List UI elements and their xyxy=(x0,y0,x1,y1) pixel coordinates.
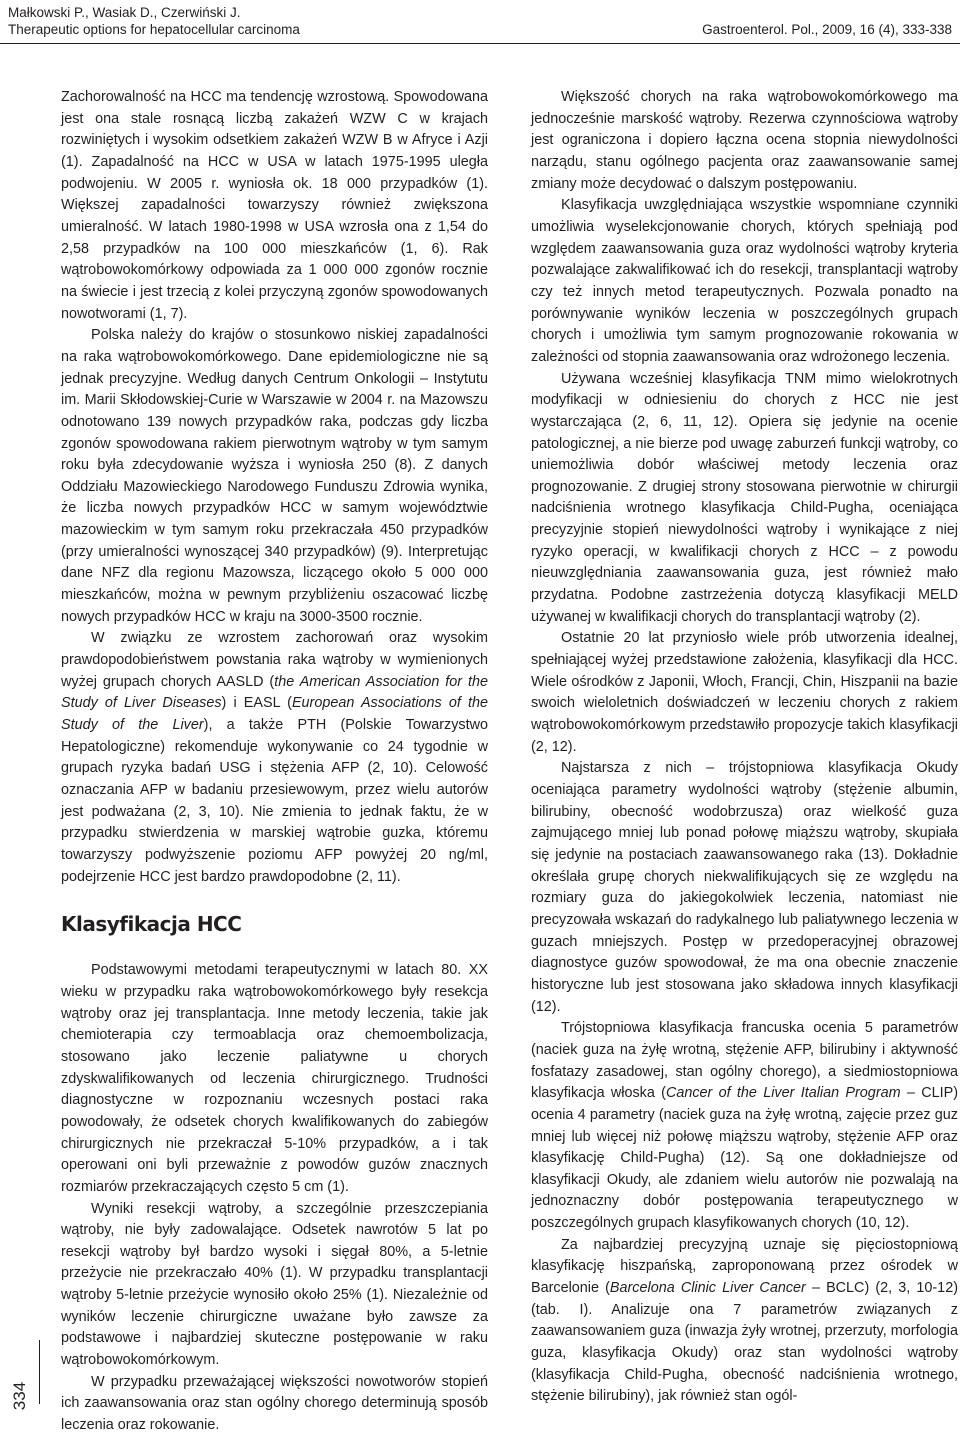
header-journal: Gastroenterol. Pol., 2009, 16 (4), 333-338 xyxy=(702,22,952,37)
paragraph: Większość chorych na raka wątrobowokomórkowego ma jednocześnie marskość wątroby. Rezerwa czynnościowa wątroby jest ograniczona i dopiero łączna ocena stopnia niewydolności narządu, stanu ogólnego pacjenta oraz zaawansowanie samej zmiany może decydować o dalszym postępowaniu. xyxy=(531,89,958,192)
paragraph xyxy=(531,1018,958,1235)
right-column xyxy=(531,87,958,1408)
paragraph: Najstarsza z nich – trójstopniowa klasyfikacja Okudy oceniająca parametry wydolności wątroby (stężenie albumin, bilirubiny, obecność wodobrzusza) oraz wielkość guza zajmującego mniej lub ponad połowę miąższu wątroby, skupiała się jedynie na postaciach zaawansowanego raka (13). Dokładnie określała grupę chorych niekwalifikujących się ze względu na rozmiary guza do jakiegokolwiek leczenia, natomiast nie precyzowała wskazań do radykalnego lub paliatywnego leczenia w guzach mniejszych. Postęp w przedoperacyjnej obrazowej diagnostyce guzów spowodował, że ma ona obecnie znaczenie historyczne lub jest stosowana jako składowa innych klasyfikacji (12). xyxy=(531,760,958,1015)
italic-run: Cancer of the Liver Italian Program xyxy=(665,1085,901,1102)
text-run: – BCLC) (2, 3, 10-12) (tab. I). Analizuje ona 7 parametrów związanych z zaawansowaniem guza (inwazja żyły wrotnej, przerzuty, morfologia guza, klasyfikacja Okudy) oraz stan wydolności wątroby (klasyfikacja Child-Pugha, obecność nadciśnienia wrotnego, stężenie bilirubiny), jak również stan ogól- xyxy=(531,1280,958,1405)
text-run: W związku ze wzrostem zachorowań oraz wysokim prawdopodobieństwem powstania raka wątroby w wymienionych wyżej grupach chorych AASLD ( xyxy=(61,630,488,690)
page-number-bar xyxy=(39,1340,40,1404)
left-column xyxy=(61,87,488,1437)
text-run: ), a także PTH (Polskie Towarzystwo Hepatologiczne) rekomenduje wykonywanie co 24 tygodnie w grupach ryzyka badań USG i stężenia AFP (2, 10). Celowość oznaczania AFP w badaniu przesiewowym, przez wielu autorów jest podważana (2, 3, 10). Nie zmienia to jednak faktu, że w przypadku stwierdzenia w marskiej wątrobie guzka, któremu towarzyszy podwyższenie poziomu AFP powyżej 20 ng/ml, podejrzenie HCC jest bardzo prawdopodobne (2, 11). xyxy=(61,717,488,885)
italic-run: European Associations of the Study of the Liver xyxy=(61,695,488,734)
text-run: ) i EASL ( xyxy=(221,695,292,712)
header-article-title: Therapeutic options for hepatocellular carcinoma xyxy=(8,22,300,37)
text-run: Trójstopniowa klasyfikacja francuska ocenia 5 parametrów (naciek guza na żyłę wrotną, stężenie AFP, bilirubiny i aktywność fosfatazy zasadowej, stan ogólny chorego), a siedmiostopniowa klasyfikacja włoska ( xyxy=(531,1020,958,1102)
paragraph: Podstawowymi metodami terapeutycznymi w latach 80. XX wieku w przypadku raka wątrobowokomórkowego były resekcja wątroby oraz jej transplantacja. Inne metody leczenia, takie jak chemioterapia czy termoablacja oraz chemoembolizacja, stosowano jako leczenie paliatywne u chorych zdyskwalifikowanych od leczenia chirurgicznego. Trudności diagnostyczne w rozpoznaniu wczesnych postaci raka powodowały, że odsetek chorych kwalifikowanych do zabiegów chirurgicznych nie przekraczał 5-10% przypadków, a i tak operowani oni byli przeważnie z powodów guzów znacznych rozmiarów przekraczających często 5 cm (1). xyxy=(61,962,488,1195)
paragraph: Wyniki resekcji wątroby, a szczególnie przeszczepiania wątroby, nie były zadowalające. Odsetek nawrotów 5 lat po resekcji wątroby był bardzo wysoki i sięgał 80%, a 5-letnie przeżycie nie przekraczało 40% (1). W przypadku transplantacji wątroby 5-letnie przeżycie wynosiło około 25% (1). Niezależnie od wyników leczenie chirurgiczne uważane było zawsze za podstawowe i najbardziej skuteczne postępowanie w raku wątrobowokomórkowym. xyxy=(61,1200,488,1369)
italic-run: the American Association for the Study of Liver Diseases xyxy=(61,673,488,712)
page-number: 334 xyxy=(10,1381,29,1411)
paragraph: Używana wcześniej klasyfikacja TNM mimo wielokrotnych modyfikacji w odniesieniu do chorych z HCC nie jest wystarczająca (2, 6, 11, 12). Opiera się jedynie na ocenie patologicznej, a nie bierze pod uwagę zaburzeń funkcji wątroby, co uniemożliwia dobór właściwej metody leczenia oraz prognozowanie. Z drugiej strony stosowana pierwotnie w chirurgii nadciśnienia wrotnego klasyfikacja Child-Pugha, oceniająca precyzyjnie stopień niewydolności wątroby i wynikające z niej ryzyko operacji, w kwalifikacji chorych z HCC – z powodu nieuwzględniania zaawansowania guza, jest również mało przydatna. Podobne zastrzeżenia dotyczą klasyfikacji MELD używanej w kwalifikacji chorych do transplantacji wątroby (2). xyxy=(531,370,958,625)
running-header xyxy=(8,4,952,40)
paragraph: Ostatnie 20 lat przyniosło wiele prób utworzenia idealnej, spełniającej wyżej przedstawione założenia, klasyfikacji dla HCC. Wiele ośrodków z Japonii, Włoch, Francji, Chin, Hiszpanii na bazie swoich wieloletnich doświadczeń w leczeniu chorych z rakiem wątrobowokomórkowym przedstawiło propozycje takich klasyfikacji (2, 12). xyxy=(531,630,958,755)
paragraph: Zachorowalność na HCC ma tendencję wzrostową. Spowodowana jest ona stale rosnącą liczbą zakażeń WZW C w krajach rozwiniętych i wysokim odsetkiem zakażeń WZW B w Afryce i Azji (1). Zapadalność na HCC w USA w latach 1975-1995 uległa podwojeniu. W 2005 r. wyniosła ok. 18 000 przypadków (1). Większej zapadalności towarzyszy również zwiększona umieralność. W latach 1980-1998 w USA wzrosła ona z 1,54 do 2,58 przypadków na 100 000 mieszkańców (1, 6). Rak wątrobowokomórkowy odpowiada za 1 000 000 zgonów rocznie na świecie i jest trzecią z kolei przyczyną zgonów spowodowanych nowotworami (1, 7). xyxy=(61,89,488,322)
text-run: Za najbardziej precyzyjną uznaje się pięciostopniową klasyfikację hiszpańską, zaproponowaną przez ośrodek w Barcelonie ( xyxy=(531,1236,958,1297)
header-authors: Małkowski P., Wasiak D., Czerwiński J. xyxy=(8,5,241,20)
paragraph: W przypadku przeważającej większości nowotworów stopień ich zaawansowania oraz stan ogólny chorego determinują sposób leczenia oraz rokowanie. xyxy=(61,1373,488,1434)
header-left xyxy=(8,4,300,38)
paragraph: Polska należy do krajów o stosunkowo niskiej zapadalności na raka wątrobowokomórkowego. Dane epidemiologiczne nie są jednak precyzyjne. Według danych Centrum Onkologii – Instytutu im. Marii Skłodowskiej-Curie w Warszawie w 2004 r. na Mazowszu odnotowano 139 nowych przypadków raka, podczas gdy liczba zgonów spowodowana rakiem pierwotnym wątroby w tym samym roku była zdecydowanie wyższa i wyniosła 250 (8). Z danych Oddziału Mazowieckiego Narodowego Funduszu Zdrowia wynika, że liczba nowych przypadków HCC w samym województwie mazowieckim w tym samym roku przekraczała 450 przypadków (przy umieralności wynoszącej 340 przypadków) (9). Interpretując dane NFZ dla regionu Mazowsza, liczącego około 5 000 000 mieszkańców, można w pewnym przybliżeniu oszacować liczbę nowych przypadków HCC w kraju na 3000-3500 rocznie. xyxy=(61,327,488,625)
header-rule xyxy=(0,43,960,44)
text-run: – CLIP) ocenia 4 parametry (naciek guza na żyłę wrotną, zajęcie przez guz mniej lub więcej niż połowę miąższu wątroby, stężenie AFP oraz klasyfikację Child-Pugha) (12). Są one dokładniejsze od klasyfikacji Okudy, ale zdaniem wielu autorów nie pozwalają na jednoznaczny dobór postępowania terapeutycznego w poszczególnych grupach klasyfikowanych chorych (10, 12). xyxy=(531,1085,958,1232)
paragraph: Klasyfikacja uwzględniająca wszystkie wspomniane czynniki umożliwia wyselekcjonowanie chorych, których spełniają pod względem zaawansowania guza oraz wydolności wątroby kryteria pozwalające zakwalifikować ich do resekcji, transplantacji wątroby czy też innych metod terapeutycznych. Pozwala ponadto na porównywanie wyników leczenia w poszczególnych grupach chorych i umożliwia tym samym prognozowanie rokowania w zależności od stopnia zaawansowania oraz wdrożonego leczenia. xyxy=(531,197,958,365)
italic-run: Barcelona Clinic Liver Cancer xyxy=(609,1280,806,1297)
section-heading: Klasyfikacja HCC xyxy=(61,912,242,937)
paragraph xyxy=(531,1235,958,1408)
paragraph xyxy=(61,628,488,888)
